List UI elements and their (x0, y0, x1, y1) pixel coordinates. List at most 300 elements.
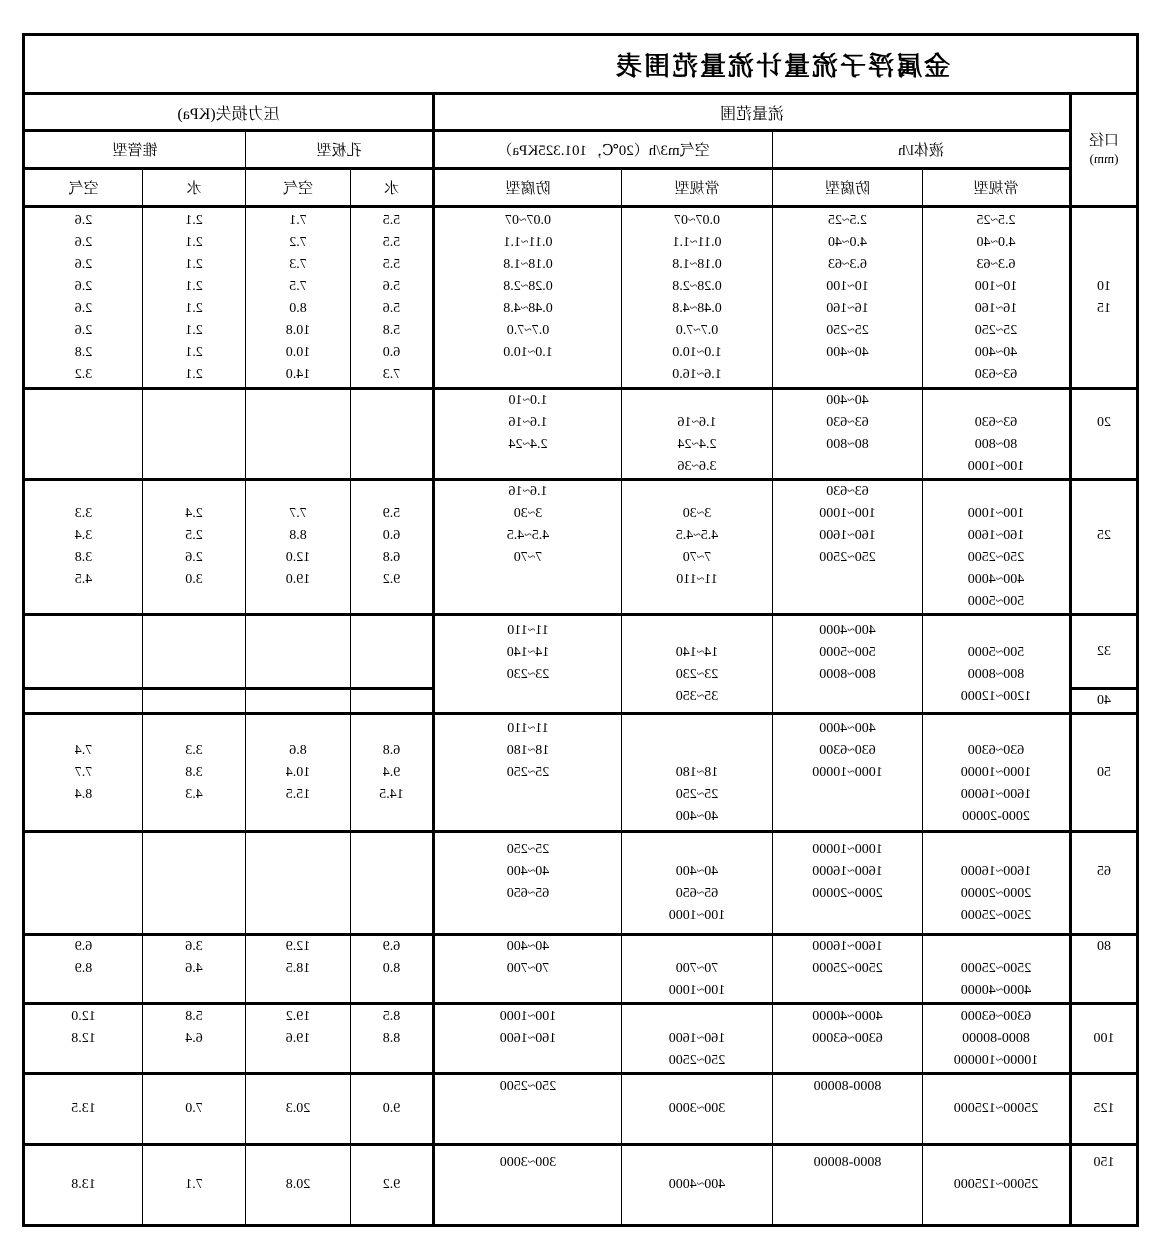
cell-line (923, 839, 1069, 861)
cell-line (1072, 254, 1136, 276)
cell-line: 630~6300 (967, 742, 1025, 758)
cell-line (923, 1076, 1069, 1098)
cell-line: 8.4 (74, 786, 93, 802)
cone-water-cell (143, 615, 246, 689)
cell-line (923, 620, 1069, 642)
air-anticorrosion-cell (434, 480, 622, 615)
cell-line (25, 980, 142, 1002)
cell-line: 25~250 (506, 764, 550, 780)
cell-line: 65~650 (506, 886, 550, 901)
diameter-cell (1071, 615, 1138, 689)
cell-line: 1.6~16 (677, 415, 717, 430)
cell-line (143, 980, 245, 1002)
cell-line: 2.6 (74, 234, 93, 250)
cell-line: 6.9 (74, 939, 93, 954)
cell-line (923, 1196, 1069, 1218)
cell-line (1072, 390, 1136, 412)
cell-line: 1.6~16 (508, 415, 548, 430)
cell-line (435, 1050, 621, 1072)
cell-line (1072, 434, 1136, 456)
cell-line: 6.9 (382, 939, 401, 954)
cell-line: 0.11~1.1 (503, 234, 553, 250)
cell-line (143, 1196, 245, 1218)
diameter-cell (1071, 832, 1138, 935)
cell-line: 250~2500 (967, 550, 1025, 565)
cell-line: 500~5000 (967, 594, 1025, 609)
group-row-32 (24, 615, 1138, 689)
cell-line: 800~8000 (967, 667, 1025, 682)
air-normal-cell (622, 832, 773, 935)
cell-line: 2.1 (185, 256, 203, 272)
liquid-normal-cell (923, 1145, 1071, 1226)
cell-line: 9.2 (382, 1177, 401, 1192)
cell-line (1072, 1120, 1136, 1142)
cell-line: 12.0 (71, 1008, 96, 1024)
cell-line: 2.6 (74, 322, 93, 338)
cell-line: 2.4~24 (508, 437, 548, 452)
cell-line (246, 1196, 350, 1218)
orifice-air-cell (246, 480, 351, 615)
cell-line: 1.0~10.0 (503, 344, 553, 360)
cell-line: 7.1 (185, 1177, 203, 1192)
cell-line: 100~1000 (967, 506, 1025, 521)
cell-line: 12.0 (285, 550, 311, 565)
cell-line: 2.5~25 (827, 212, 868, 228)
cell-line (773, 806, 922, 828)
cell-line: 4.6 (185, 961, 203, 976)
orifice-water-cell (351, 615, 434, 689)
cell-line: 10.8 (285, 322, 311, 338)
cell-line: 40~400 (826, 344, 869, 360)
cell-line: 400~4000 (967, 572, 1025, 587)
cell-line (1072, 1174, 1136, 1196)
cell-line: 1.6~16.0 (672, 366, 722, 382)
cell-line: 25~250 (974, 322, 1018, 338)
cell-line: 4000~40000 (960, 983, 1032, 998)
cell-line: 2.6 (185, 550, 203, 565)
air-anticorrosion-cell (434, 1145, 622, 1226)
cell-line: 63~630 (974, 415, 1018, 430)
liquid-anticorrosion-cell (773, 832, 923, 935)
orifice-water-cell (351, 480, 434, 615)
cell-line: 0.11~1.1 (672, 234, 722, 250)
cell-line (1072, 232, 1136, 254)
cell-line (246, 1050, 350, 1072)
cell-line (622, 1120, 772, 1142)
cell-line: 3.4 (74, 528, 93, 543)
cell-line (143, 806, 245, 828)
orifice-air-cell (246, 389, 351, 480)
cell-line: 100~1000 (819, 506, 876, 521)
cone-water-cell (143, 1145, 246, 1226)
liquid-normal-header: 常规型 (923, 169, 1071, 207)
group-row-10-15 (24, 207, 1138, 389)
cell-line: 11~110 (507, 720, 549, 736)
cell-line: 1600~16000 (812, 864, 883, 879)
cell-line (773, 905, 922, 927)
cell-line: 6.3~63 (976, 256, 1016, 272)
cell-line: 0.18~1.8 (503, 256, 553, 272)
cell-line (1072, 342, 1136, 364)
cell-line: 63~630 (826, 484, 869, 499)
cell-line: 2.5~25 (976, 212, 1016, 228)
air-anticorrosion-cell (434, 389, 622, 480)
cell-line: 14~140 (675, 645, 719, 660)
cell-line: 5.6 (382, 278, 401, 294)
liquid-normal-cell (923, 1074, 1071, 1145)
cell-line: 10000~100000 (953, 1052, 1039, 1068)
cell-line: 8.6 (289, 742, 307, 758)
cell-line (622, 1152, 772, 1174)
group-row-80 (24, 935, 1138, 1004)
cell-line: 10~100 (974, 278, 1018, 294)
cell-line: 13.8 (71, 1177, 96, 1192)
cell-line (435, 591, 621, 613)
cell-line: 15 (1097, 300, 1111, 316)
cell-line: 2000-20000 (962, 808, 1030, 824)
cell-line: 4000~40000 (812, 1008, 883, 1024)
cell-line (773, 1174, 922, 1196)
diameter-cell (1071, 207, 1138, 389)
cell-line: 18~180 (675, 764, 719, 780)
flowmeter-range-table-sheet (22, 33, 1139, 1227)
diameter-cell (1071, 1004, 1138, 1074)
cell-line: 3.3 (185, 742, 203, 758)
air-normal-cell (622, 1145, 773, 1226)
cell-line (351, 980, 432, 1002)
cell-line (1072, 503, 1136, 525)
cell-line: 6.8 (382, 550, 401, 565)
air-normal-cell (622, 207, 773, 389)
cell-line: 18.5 (285, 961, 311, 976)
cell-line: 16~160 (974, 300, 1018, 316)
air-header: 空气m3/h（20℃，101.325KPa） (434, 131, 773, 169)
cell-line: 7~70 (682, 550, 712, 565)
cell-line (1072, 547, 1136, 569)
cell-line (435, 1196, 621, 1218)
cell-line: 100~1000 (967, 459, 1025, 474)
orifice-water-cell (351, 935, 434, 1004)
cell-line (351, 1196, 432, 1218)
cell-line (1072, 1076, 1136, 1098)
cell-line: 2.6 (74, 256, 93, 272)
orifice-water-cell (351, 689, 434, 714)
cone-water-cell (143, 689, 246, 714)
cell-line: 250~2500 (499, 1079, 557, 1094)
cell-line (773, 1098, 922, 1120)
cell-line: 25 (1097, 528, 1111, 543)
liquid-normal-cell (923, 389, 1071, 480)
liquid-anticorrosion-cell (773, 1004, 923, 1074)
cell-line (622, 591, 772, 613)
cell-line (622, 620, 772, 642)
cell-line (1072, 839, 1136, 861)
cell-line: 160~1600 (819, 528, 876, 543)
cell-line (773, 1196, 922, 1218)
cell-line: 2.4 (185, 506, 203, 521)
cell-line: 630~6300 (819, 742, 876, 758)
cell-line (622, 718, 772, 740)
orifice-water-header: 水 (351, 169, 434, 207)
cell-line (25, 1050, 142, 1072)
cell-line: 2.1 (185, 234, 203, 250)
cell-line (435, 1174, 621, 1196)
cell-line: 23~230 (506, 667, 550, 682)
cone-air-cell (24, 480, 143, 615)
cell-line (773, 456, 922, 478)
liquid-normal-cell (923, 714, 1071, 832)
cell-line: 80 (1097, 939, 1111, 954)
cell-line: 250~2500 (819, 550, 876, 565)
air-normal-cell (622, 1074, 773, 1145)
cell-line: 2.1 (185, 212, 203, 228)
cell-line: 0.48~4.8 (672, 300, 722, 316)
liquid-anticorrosion-cell (773, 1074, 923, 1145)
cell-line (923, 1120, 1069, 1142)
cell-line (25, 1120, 142, 1142)
cell-line (773, 1120, 922, 1142)
cell-line: 8.8 (382, 1030, 401, 1046)
cell-line: 80~800 (974, 437, 1018, 452)
cell-line: 2500~25000 (960, 961, 1032, 976)
cell-line: 10.4 (285, 764, 311, 780)
cell-line: 70~700 (506, 961, 550, 976)
cell-line: 6.0 (382, 344, 401, 360)
orifice-air-cell (246, 615, 351, 689)
cone-water-cell (143, 207, 246, 389)
cell-line: 3.6 (185, 939, 203, 954)
cone-air-cell (24, 1004, 143, 1074)
cell-line: 11~110 (676, 572, 718, 587)
cell-line (1072, 456, 1136, 478)
cell-line (246, 591, 350, 613)
cell-line (25, 1076, 142, 1098)
cell-line: 6300~63000 (812, 1030, 883, 1046)
cell-line: 9.4 (382, 764, 401, 780)
cell-line: 300~3000 (499, 1155, 557, 1170)
cell-line: 3~30 (513, 506, 543, 521)
cell-line: 400~4000 (819, 623, 876, 638)
cell-line: 500~5000 (819, 645, 876, 660)
cell-line (622, 936, 772, 958)
cell-line: 1600~16000 (960, 786, 1032, 802)
title-row (24, 35, 1138, 94)
cell-line (1072, 1006, 1136, 1028)
orifice-water-cell (351, 1074, 434, 1145)
cell-line: 80~800 (826, 437, 869, 452)
cell-line (435, 456, 621, 478)
cell-line (246, 718, 350, 740)
cell-line: 25~250 (826, 322, 869, 338)
cone-air-cell (24, 935, 143, 1004)
cell-line: 1600~16000 (812, 939, 883, 954)
cell-line: 4.5~4.5 (506, 528, 550, 543)
cell-line: 5.8 (382, 322, 401, 338)
cell-line (25, 591, 142, 613)
cell-line: 63~630 (826, 415, 869, 430)
cell-line: 2.5 (185, 528, 203, 543)
cell-line: 8000-80000 (813, 1079, 882, 1094)
cell-line: 7.7 (289, 506, 307, 521)
cell-line: 2000~20000 (812, 886, 883, 901)
cell-line: 4.3 (185, 786, 203, 802)
cell-line: 5.5 (382, 234, 401, 250)
cell-line: 5.5 (382, 212, 401, 228)
cell-line: 63~630 (974, 366, 1018, 382)
cell-line: 250~2500 (668, 1052, 726, 1068)
cell-line (1072, 980, 1136, 1002)
cell-line: 5.8 (185, 1008, 203, 1024)
diameter-cell (1071, 714, 1138, 832)
cell-line (351, 806, 432, 828)
title-cell (24, 35, 1138, 94)
cell-line: 12.9 (285, 939, 311, 954)
cone-air-cell (24, 389, 143, 480)
cell-line (622, 390, 772, 412)
cell-line: 3.3 (74, 506, 93, 521)
cell-line (25, 718, 142, 740)
cell-line (435, 806, 621, 828)
cone-air-cell (24, 1145, 143, 1226)
cell-line: 2500~25000 (960, 908, 1032, 923)
cell-line: 40~400 (506, 864, 550, 879)
liquid-normal-cell (923, 832, 1071, 935)
cone-air-cell (24, 832, 143, 935)
cell-line (1072, 905, 1136, 927)
cell-line (351, 481, 432, 503)
cell-line: 160~1600 (668, 1030, 726, 1046)
cell-line (351, 591, 432, 613)
cell-line: 65~650 (675, 886, 719, 901)
cell-line (143, 591, 245, 613)
cell-line: 2500~25000 (812, 961, 883, 976)
cell-line: 9.2 (382, 572, 401, 587)
cell-line: 12.8 (71, 1030, 96, 1046)
orifice-water-cell (351, 832, 434, 935)
cell-line: 1.6~16 (508, 484, 548, 499)
cell-line: 7.5 (289, 278, 307, 294)
cell-line: 6.3~63 (827, 256, 868, 272)
cell-line: 1600~16000 (960, 864, 1032, 879)
cell-line: 8.9 (74, 961, 93, 976)
orifice-air-cell (246, 207, 351, 389)
cell-line (351, 1152, 432, 1174)
diameter-cell (1071, 1074, 1138, 1145)
cell-line: 500~5000 (967, 645, 1025, 660)
diameter-cell (1071, 389, 1138, 480)
orifice-water-cell (351, 1145, 434, 1226)
air-normal-cell (622, 389, 773, 480)
cone-air-cell (24, 1074, 143, 1145)
cell-line: 10 (1097, 278, 1111, 294)
cell-line: 7.7 (74, 764, 93, 780)
cell-line: 100~1000 (668, 983, 726, 998)
cell-line: 4.5~4.5 (675, 528, 719, 543)
table-header (24, 35, 1138, 207)
cell-line (435, 905, 621, 927)
cone-water-cell (143, 480, 246, 615)
page-title: 金属浮子流量计流量范围表 (613, 51, 950, 81)
cell-line (1072, 1196, 1136, 1218)
cell-line: 2.6 (74, 278, 93, 294)
cell-line (351, 718, 432, 740)
cell-line: 35~350 (675, 689, 719, 704)
group-row-100 (24, 1004, 1138, 1074)
cell-line: 1.0~10 (508, 393, 548, 408)
cell-line: 25~250 (675, 786, 719, 802)
flow-range-header: 流量范围 (434, 94, 1071, 131)
liquid-anticorrosion-cell (773, 389, 923, 480)
diameter-unit-label: (mm) (1089, 151, 1119, 166)
liquid-anticorrosion-header: 防腐型 (773, 169, 923, 207)
cell-line: 1000~10000 (960, 764, 1032, 780)
cell-line (25, 1152, 142, 1174)
orifice-air-cell (246, 1004, 351, 1074)
liquid-normal-cell (923, 480, 1071, 615)
cell-line: 2.1 (185, 366, 203, 382)
cell-line: 5.6 (382, 300, 401, 316)
group-row-65 (24, 832, 1138, 935)
cone-water-header: 水 (143, 169, 246, 207)
cell-line: 40~400 (974, 344, 1018, 360)
cell-line: 18~180 (506, 742, 550, 758)
orifice-type-header: 孔板型 (246, 131, 434, 169)
cell-line: 0.28~2.8 (672, 278, 722, 294)
cell-line: 25000~125000 (953, 1101, 1039, 1116)
cell-line: 3.2 (74, 366, 93, 382)
cell-line: 19.0 (285, 572, 311, 587)
cone-water-cell (143, 714, 246, 832)
cell-line (622, 740, 772, 762)
group-row-125 (24, 1074, 1138, 1145)
cell-line (435, 980, 621, 1002)
cell-line: 6300~63000 (960, 1008, 1032, 1024)
orifice-air-cell (246, 689, 351, 714)
cell-line: 40~400 (675, 864, 719, 879)
cell-line: 23~230 (675, 667, 719, 682)
cell-line: 9.0 (382, 1101, 401, 1116)
liquid-anticorrosion-cell (773, 615, 923, 714)
cell-line (435, 686, 621, 708)
cell-line: 5.5 (382, 256, 401, 272)
liquid-anticorrosion-cell (773, 935, 923, 1004)
air-anticorrosion-cell (434, 615, 622, 714)
cell-line (1072, 619, 1136, 641)
air-anticorrosion-cell (434, 1004, 622, 1074)
cone-type-header: 锥管型 (24, 131, 246, 169)
cell-line: 3.8 (74, 550, 93, 565)
cell-line (622, 1196, 772, 1218)
cell-line: 4.0~40 (827, 234, 868, 250)
cell-line: 6.4 (185, 1030, 203, 1046)
cell-line (435, 784, 621, 806)
cone-water-cell (143, 832, 246, 935)
cone-water-cell (143, 389, 246, 480)
cone-air-cell (24, 615, 143, 689)
cell-line: 4.5 (74, 572, 93, 587)
cone-air-cell (24, 689, 143, 714)
cell-line (923, 481, 1069, 503)
cell-line (143, 1152, 245, 1174)
cell-line (773, 364, 922, 386)
cell-line (351, 1076, 432, 1098)
cell-line (773, 980, 922, 1002)
cell-line (1072, 806, 1136, 828)
cell-line: 125 (1093, 1101, 1115, 1116)
cell-line (1072, 364, 1136, 386)
cell-line: 2000~20000 (960, 886, 1032, 901)
cell-line: 6.0 (382, 528, 401, 543)
